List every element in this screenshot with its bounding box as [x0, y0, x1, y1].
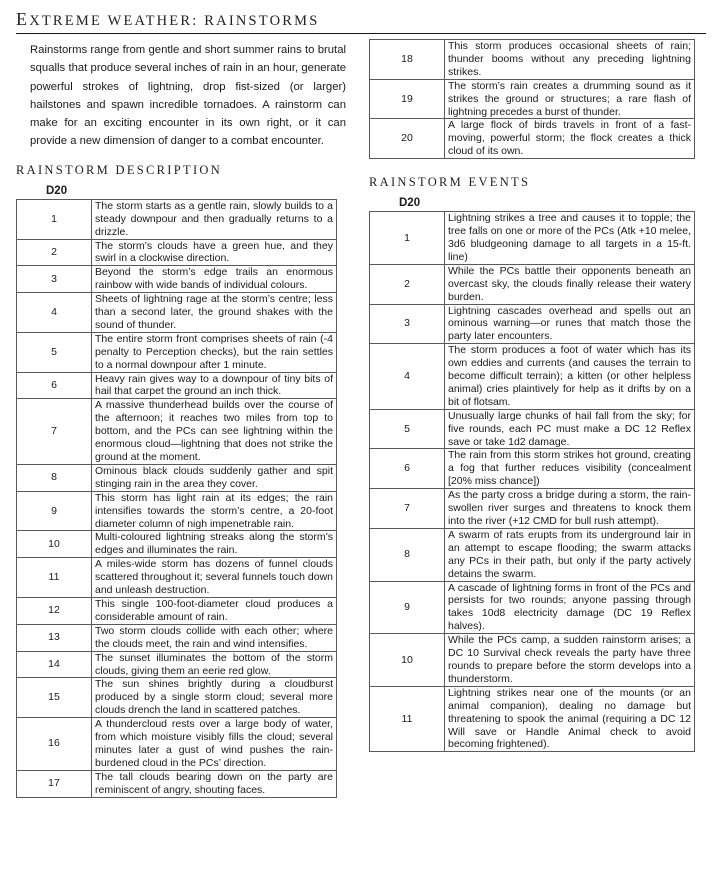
description-row — [370, 79, 695, 119]
events-table — [369, 211, 695, 752]
description-row — [17, 718, 337, 771]
events-die-label: D20 — [399, 197, 421, 210]
roll-result-text: A miles-wide storm has dozens of funnel clouds scattered throughout it; several funnels touch down and unleash destruction. — [92, 558, 337, 598]
description-row — [17, 464, 337, 491]
roll-number: 3 — [17, 266, 92, 293]
roll-number: 16 — [17, 718, 92, 771]
event-row — [370, 409, 695, 449]
roll-result-text: Multi-coloured lightning streaks along the storm’s edges and illuminates the rain. — [92, 531, 337, 558]
roll-result-text: Beyond the storm’s edge trails an enormous rainbow with wide bands of individual colours. — [92, 266, 337, 293]
roll-result-text: The sunset illuminates the bottom of the storm clouds, giving them an eerie red glow. — [92, 651, 337, 678]
roll-number: 10 — [370, 634, 445, 687]
roll-result-text: This storm produces occasional sheets of rain; thunder booms without any preceding lightning strikes. — [445, 40, 695, 80]
roll-number: 13 — [17, 624, 92, 651]
roll-number: 1 — [17, 199, 92, 239]
roll-result-text: The sun shines brightly during a cloudburst produced by a single storm cloud; several more clouds drench the land in scattered patches. — [92, 678, 337, 718]
roll-number: 3 — [370, 304, 445, 344]
description-row — [370, 40, 695, 80]
roll-number: 7 — [370, 489, 445, 529]
event-row — [370, 634, 695, 687]
roll-number: 4 — [370, 344, 445, 410]
roll-number: 2 — [17, 239, 92, 266]
description-row — [17, 558, 337, 598]
title-divider — [16, 33, 706, 34]
description-row — [17, 651, 337, 678]
roll-result-text: Lightning strikes a tree and causes it to topple; the tree falls on one or more of the PCs (Atk +10 melee, 3d6 bludgeoning damage to all targets in a 15-ft. line) — [445, 212, 695, 265]
right-column — [369, 39, 705, 752]
event-row — [370, 449, 695, 489]
description-row — [17, 531, 337, 558]
description-row — [17, 597, 337, 624]
page-title: EXTREME WEATHER: RAINSTORMS — [16, 9, 320, 29]
description-die-label: D20 — [46, 184, 68, 197]
roll-result-text: Two storm clouds collide with each other; where the clouds meet, the rain and wind intensifies. — [92, 624, 337, 651]
roll-number: 1 — [370, 212, 445, 265]
roll-number: 8 — [370, 528, 445, 581]
roll-number: 7 — [17, 399, 92, 465]
roll-number: 5 — [370, 409, 445, 449]
events-heading: RAINSTORM EVENTS — [369, 175, 531, 190]
roll-result-text: This single 100-foot-diameter cloud produces a considerable amount of rain. — [92, 597, 337, 624]
roll-result-text: The tall clouds bearing down on the party are reminiscent of angry, shouting faces. — [92, 770, 337, 797]
roll-number: 18 — [370, 40, 445, 80]
roll-result-text: Heavy rain gives way to a downpour of tiny bits of hail that carpet the ground an inch thick. — [92, 372, 337, 399]
description-row — [17, 770, 337, 797]
roll-number: 11 — [370, 686, 445, 752]
roll-number: 9 — [17, 491, 92, 531]
roll-result-text: A large flock of birds travels in front of a fast-moving, powerful storm; the flock creates a thick cloud of its own. — [445, 119, 695, 159]
event-row — [370, 581, 695, 634]
description-row — [17, 266, 337, 293]
roll-result-text: The entire storm front comprises sheets of rain (-4 penalty to Perception checks), but the rain settles to a normal downpour after 1 minute. — [92, 332, 337, 372]
roll-number: 15 — [17, 678, 92, 718]
roll-result-text: A cascade of lightning forms in front of the PCs and persists for two rounds; anyone passing through takes 10d8 electricity damage (DC 19 Reflex halves). — [445, 581, 695, 634]
event-row — [370, 344, 695, 410]
intro-paragraph: Rainstorms range from gentle and short summer rains to brutal squalls that produce several inches of rain in an hour, generate powerful strokes of lightning, drop fist-sized (or larger) hailstones and spawn incredible tornadoes. A rainstorm can make for an exciting encounter in its own right, or it can provide a new dimension of danger to a combat encounter. — [30, 44, 346, 148]
roll-result-text: While the PCs camp, a sudden rainstorm arises; a DC 10 Survival check reveals the party have three rounds to prepare before the storm develops into a thunderstorm. — [445, 634, 695, 687]
roll-number: 17 — [17, 770, 92, 797]
roll-number: 19 — [370, 79, 445, 119]
event-row — [370, 264, 695, 304]
description-row — [17, 239, 337, 266]
roll-number: 10 — [17, 531, 92, 558]
roll-result-text: Lightning cascades overhead and spells out an ominous warning—or runes that match those the party later encounters. — [445, 304, 695, 344]
roll-result-text: Lightning strikes near one of the mounts (or an animal companion), dealing no damage but threatening to spook the animal (requiring a DC 12 Will save or Handle Animal check to avoid becoming frightened). — [445, 686, 695, 752]
roll-number: 6 — [370, 449, 445, 489]
event-row — [370, 304, 695, 344]
roll-result-text: The storm’s rain creates a drumming sound as it strikes the ground or structures; a rare flash of lightning precedes a burst of thunder. — [445, 79, 695, 119]
event-row — [370, 489, 695, 529]
roll-number: 4 — [17, 293, 92, 333]
event-row — [370, 528, 695, 581]
roll-number: 2 — [370, 264, 445, 304]
description-heading: RAINSTORM DESCRIPTION — [16, 162, 223, 177]
roll-result-text: Sheets of lightning rage at the storm’s centre; less than a second later, the ground shakes with the sound of thunder. — [92, 293, 337, 333]
event-row — [370, 212, 695, 265]
roll-number: 12 — [17, 597, 92, 624]
description-table — [16, 199, 337, 798]
description-row — [17, 624, 337, 651]
description-row — [370, 119, 695, 159]
description-table-continued — [369, 39, 695, 159]
roll-result-text: A swarm of rats erupts from its underground lair in an attempt to escape flooding; the swarm attacks any PCs in their path, but only if the party actively detains the swarm. — [445, 528, 695, 581]
roll-number: 6 — [17, 372, 92, 399]
roll-result-text: The rain from this storm strikes hot ground, creating a fog that further reduces visibility (concealment [20% miss chance]) — [445, 449, 695, 489]
roll-result-text: This storm has light rain at its edges; the rain intensifies towards the storm’s centre, a 20-foot diameter column of nigh impenetrable rain. — [92, 491, 337, 531]
roll-result-text: A massive thunderhead builds over the course of the afternoon; it reaches two miles from top to bottom, and the PCs can see lightning within the enormous cloud—lightning that does not strike the ground at the moment. — [92, 399, 337, 465]
roll-number: 11 — [17, 558, 92, 598]
roll-result-text: Ominous black clouds suddenly gather and spit stinging rain in the area they cover. — [92, 464, 337, 491]
roll-result-text: The storm produces a foot of water which has its own eddies and currents (and causes the terrain to become difficult terrain); a kitten (or other helpless animal) cries plaintively for help as it drifts by on a bit of flotsam. — [445, 344, 695, 410]
event-row — [370, 686, 695, 752]
roll-number: 5 — [17, 332, 92, 372]
description-row — [17, 399, 337, 465]
description-row — [17, 372, 337, 399]
left-column — [16, 39, 354, 798]
roll-result-text: A thundercloud rests over a large body of water, from which moisture visibly fills the cloud; several minutes later a gust of wind pushes the rain-burdened cloud in the PCs’ direction. — [92, 718, 337, 771]
roll-number: 9 — [370, 581, 445, 634]
roll-number: 14 — [17, 651, 92, 678]
roll-result-text: Unusually large chunks of hail fall from the sky; for five rounds, each PC must make a DC 12 Reflex save or take 1d2 damage. — [445, 409, 695, 449]
description-row — [17, 678, 337, 718]
roll-result-text: The storm’s clouds have a green hue, and they swirl in a clockwise direction. — [92, 239, 337, 266]
description-row — [17, 491, 337, 531]
roll-result-text: As the party cross a bridge during a storm, the rain-swollen river surges and threatens to knock them into the river (+12 CMD for bull rush attempt). — [445, 489, 695, 529]
roll-number: 20 — [370, 119, 445, 159]
roll-result-text: The storm starts as a gentle rain, slowly builds to a steady downpour and then gradually returns to a drizzle. — [92, 199, 337, 239]
description-row — [17, 293, 337, 333]
roll-number: 8 — [17, 464, 92, 491]
description-row — [17, 199, 337, 239]
description-row — [17, 332, 337, 372]
roll-result-text: While the PCs battle their opponents beneath an overcast sky, the clouds finally release their watery burden. — [445, 264, 695, 304]
